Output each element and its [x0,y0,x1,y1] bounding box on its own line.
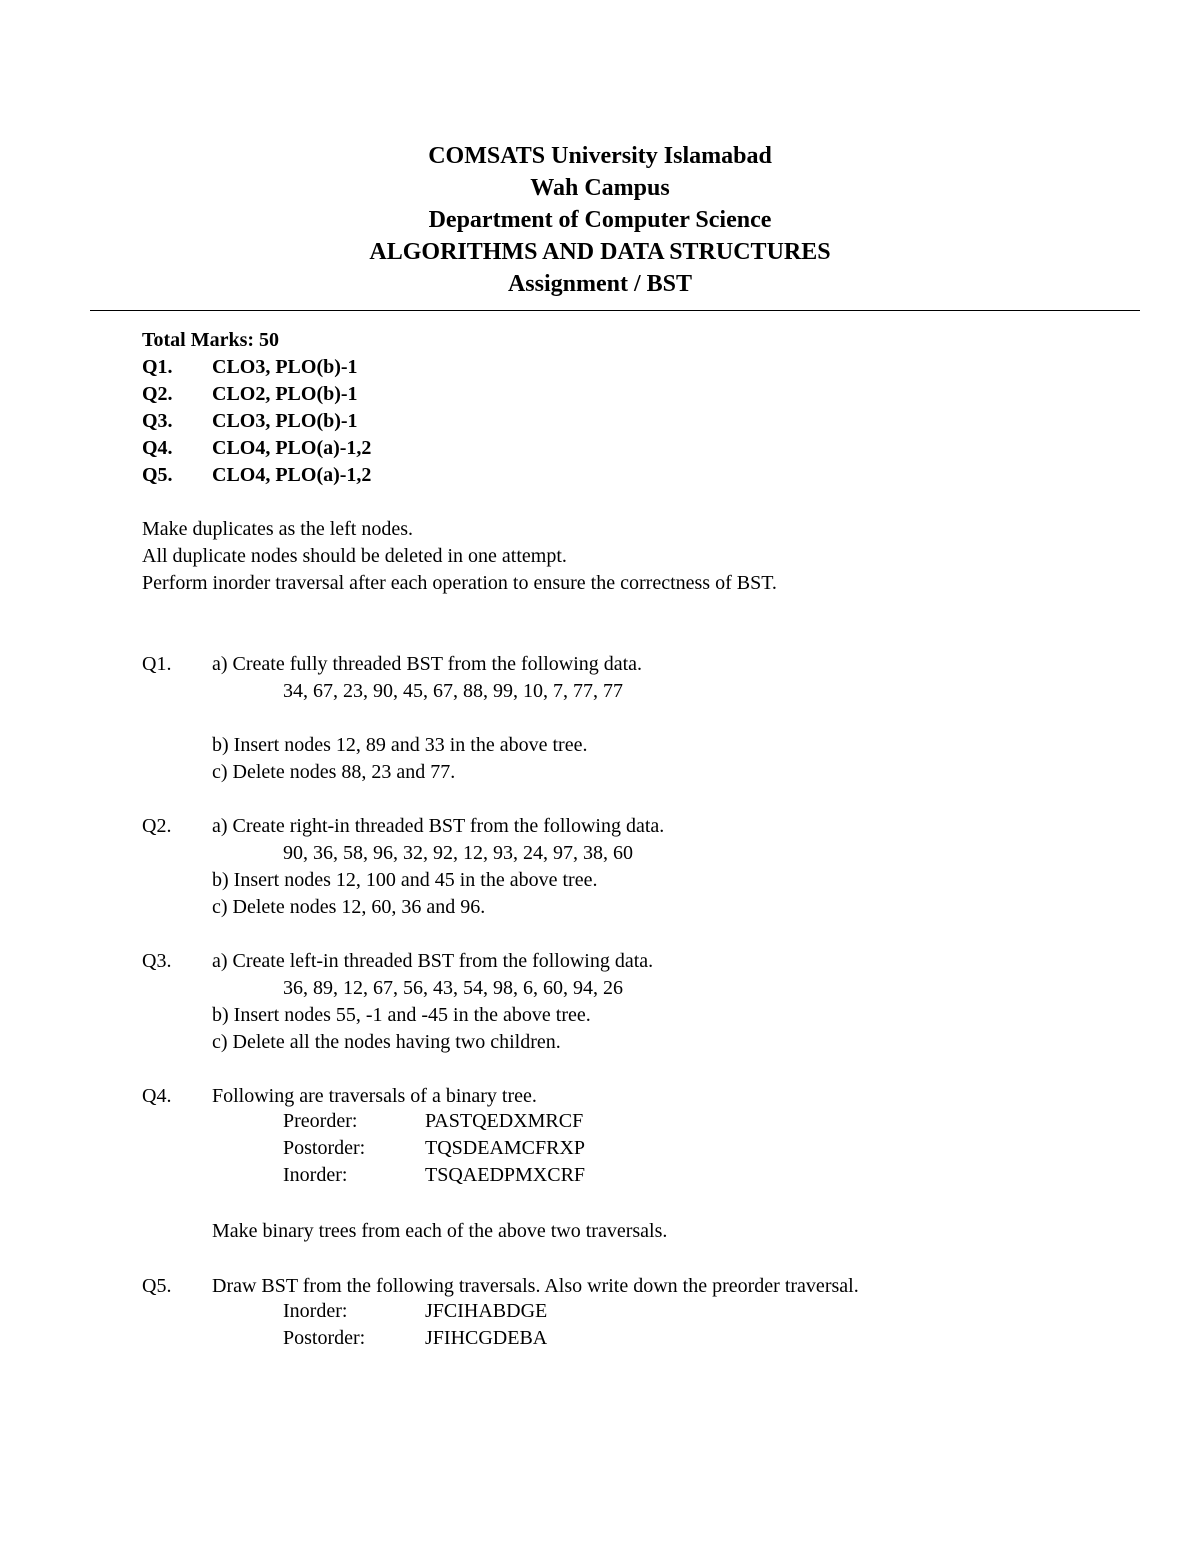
q2-data: 90, 36, 58, 96, 32, 92, 12, 93, 24, 97, 38, 60 [283,842,633,864]
q5-traversal-label: Inorder: [283,1300,348,1322]
document-header [0,140,1200,300]
q4-traversal-label: Preorder: [283,1110,358,1132]
q3-part-a: a) Create left-in threaded BST from the following data. [212,950,654,972]
clo-mapping: CLO3, PLO(b)-1 [212,410,358,432]
assignment-title: Assignment / BST [507,271,693,297]
q2-part-b: b) Insert nodes 12, 100 and 45 in the above tree. [212,869,598,891]
q3-data: 36, 89, 12, 67, 56, 43, 54, 98, 6, 60, 94, 26 [283,977,623,999]
q5-label: Q5. [142,1275,172,1297]
q5-traversal-value: JFCIHABDGE [425,1300,548,1322]
q4-traversal-label: Postorder: [283,1137,366,1159]
clo-question: Q3. [142,410,173,432]
q5-traversal-value: JFIHCGDEBA [425,1327,548,1349]
q2-part-a: a) Create right-in threaded BST from the following data. [212,815,665,837]
q4-traversal-label: Inorder: [283,1164,348,1186]
total-marks: Total Marks: 50 [142,329,280,351]
q1-data: 34, 67, 23, 90, 45, 67, 88, 99, 10, 7, 77, 77 [283,680,623,702]
instruction-line: Perform inorder traversal after each operation to ensure the correctness of BST. [142,572,777,594]
q4-traversal-value: TQSDEAMCFRXP [425,1137,586,1159]
q4-intro: Following are traversals of a binary tree. [212,1085,537,1107]
course-title: ALGORITHMS AND DATA STRUCTURES [369,239,831,265]
q4-label: Q4. [142,1085,172,1107]
clo-mapping: CLO4, PLO(a)-1,2 [212,437,372,459]
university-name: COMSATS University Islamabad [428,143,772,169]
q1-part-a: a) Create fully threaded BST from the following data. [212,653,643,675]
clo-question: Q1. [142,356,173,378]
q2-label: Q2. [142,815,172,837]
q3-label: Q3. [142,950,172,972]
q5-intro: Draw BST from the following traversals. Also write down the preorder traversal. [212,1275,859,1297]
department-name: Department of Computer Science [428,207,772,233]
q4-traversal-value: PASTQEDXMRCF [425,1110,584,1132]
q4-traversal-value: TSQAEDPMXCRF [425,1164,586,1186]
campus-name: Wah Campus [530,175,670,201]
q2-part-c: c) Delete nodes 12, 60, 36 and 96. [212,896,486,918]
q3-part-b: b) Insert nodes 55, -1 and -45 in the above tree. [212,1004,591,1026]
clo-question: Q5. [142,464,173,486]
q3-part-c: c) Delete all the nodes having two children. [212,1031,561,1053]
q5-traversal-label: Postorder: [283,1327,366,1349]
instruction-line: Make duplicates as the left nodes. [142,518,414,540]
header-divider [90,310,1140,311]
q1-part-c: c) Delete nodes 88, 23 and 77. [212,761,456,783]
clo-mapping: CLO2, PLO(b)-1 [212,383,358,405]
q1-label: Q1. [142,653,172,675]
clo-mapping: CLO4, PLO(a)-1,2 [212,464,372,486]
clo-mapping: CLO3, PLO(b)-1 [212,356,358,378]
clo-question: Q4. [142,437,173,459]
q4-note: Make binary trees from each of the above two traversals. [212,1220,668,1242]
clo-question: Q2. [142,383,173,405]
instruction-line: All duplicate nodes should be deleted in one attempt. [142,545,567,567]
q1-part-b: b) Insert nodes 12, 89 and 33 in the above tree. [212,734,588,756]
